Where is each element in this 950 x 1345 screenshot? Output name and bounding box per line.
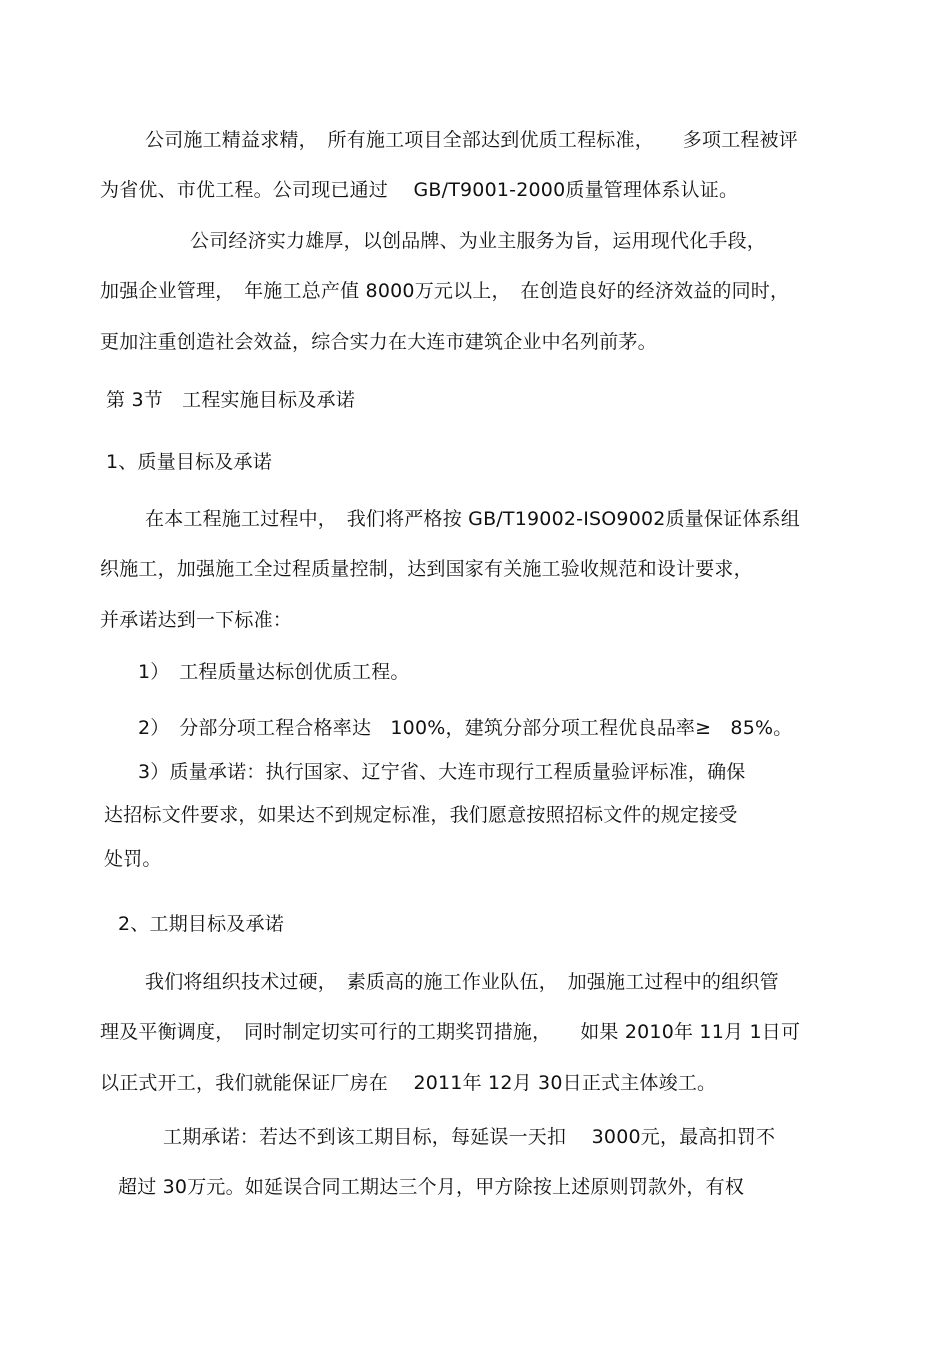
paragraph-line: 理及平衡调度， 同时制定切实可行的工期奖罚措施， 如果 2010年 11月 1日可 — [100, 1021, 801, 1043]
paragraph-line: 织施工，加强施工全过程质量控制，达到国家有关施工验收规范和设计要求， — [100, 558, 753, 580]
paragraph-line: 以正式开工，我们就能保证厂房在 2011年 12月 30日正式主体竣工。 — [100, 1072, 717, 1094]
subsection-heading: 2、工期目标及承诺 — [118, 913, 284, 935]
paragraph-line: 更加注重创造社会效益，综合实力在大连市建筑企业中名列前茅。 — [100, 331, 657, 353]
paragraph-line: 达招标文件要求，如果达不到规定标准，我们愿意按照招标文件的规定接受 — [104, 804, 738, 826]
list-item: 2） 分部分项工程合格率达 100%，建筑分部分项工程优良品率≥ 85%。 — [138, 717, 793, 739]
paragraph-line: 公司经济实力雄厚，以创品牌、为业主服务为旨，运用现代化手段， — [190, 230, 767, 252]
list-item: 3）质量承诺：执行国家、辽宁省、大连市现行工程质量验评标准，确保 — [138, 761, 746, 783]
paragraph-line: 加强企业管理， 年施工总产值 8000万元以上， 在创造良好的经济效益的同时， — [100, 280, 790, 302]
paragraph-line: 在本工程施工过程中， 我们将严格按 GB/T19002-ISO9002质量保证体系组 — [145, 508, 800, 530]
paragraph-line: 并承诺达到一下标准： — [100, 609, 293, 631]
paragraph-line: 超过 30万元。如延误合同工期达三个月，甲方除按上述原则罚款外，有权 — [118, 1176, 745, 1198]
list-item: 1） 工程质量达标创优质工程。 — [138, 661, 410, 683]
subsection-heading: 1、质量目标及承诺 — [106, 451, 272, 473]
paragraph-line: 为省优、市优工程。公司现已通过 GB/T9001-2000质量管理体系认证。 — [100, 179, 739, 201]
paragraph-line: 工期承诺：若达不到该工期目标，每延误一天扣 3000元，最高扣罚不 — [163, 1126, 776, 1148]
section-heading: 第 3节 工程实施目标及承诺 — [106, 389, 355, 411]
paragraph-line: 我们将组织技术过硬， 素质高的施工作业队伍， 加强施工过程中的组织管 — [145, 971, 779, 993]
paragraph-line: 处罚。 — [104, 848, 162, 870]
paragraph-line: 公司施工精益求精， 所有施工项目全部达到优质工程标准， 多项工程被评 — [145, 129, 799, 151]
